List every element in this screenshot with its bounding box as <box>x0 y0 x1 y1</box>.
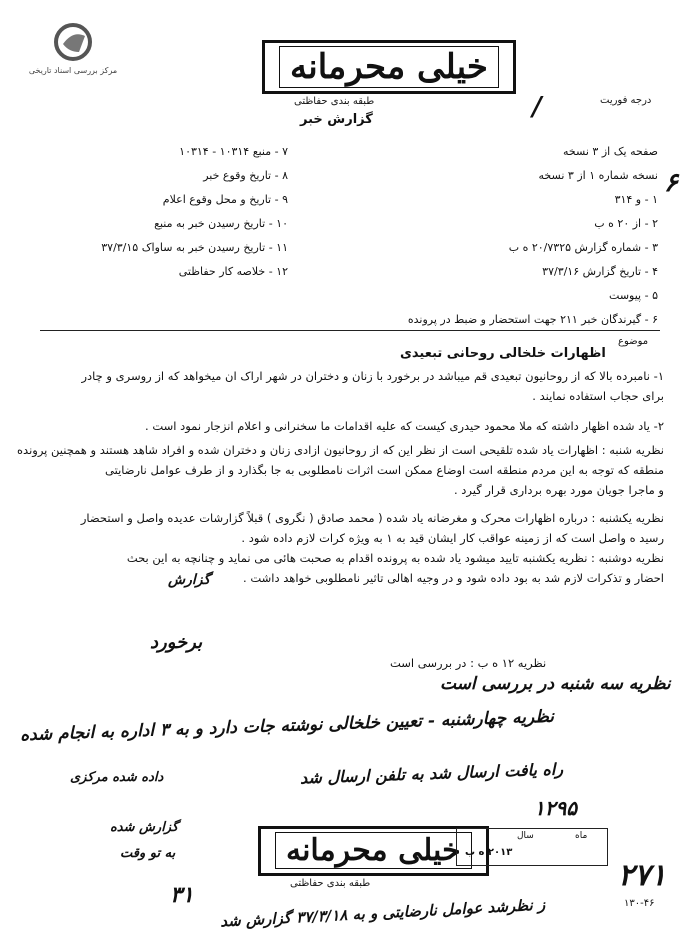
stamp-top: خیلی محرمانه <box>262 40 516 94</box>
code-mark: ۱۳۰-۴۶ <box>624 898 655 909</box>
field-row: ۹ - تاریخ و محل وقوع اعلام <box>162 193 288 206</box>
archive-logo-icon <box>51 22 95 62</box>
handwritten-note: برخورد <box>150 632 203 653</box>
field-row: ۱۲ - خلاصه کار حفاظتی <box>178 265 288 278</box>
handwritten-note: نظریه چهارشنبه - تعیین خلخالی نوشته جات دارد و به ۳ اداره به انجام شده <box>19 706 555 746</box>
field-row: ۷ - منبع ۱۰۳۱۴ - ۱۰۳۱۴ <box>179 145 288 158</box>
box-value: ۲۰۱۳ ه ب <box>465 847 513 858</box>
field-row: نسخه شماره ۱ از ۳ نسخه <box>538 169 658 182</box>
subject-text: اظهارات خلخالی روحانی تبعیدی <box>400 346 606 361</box>
body-line: رسید ه واصل است که از زمینه عواقب کار ایشان قید به ۱ به ویژه کرات لازم داده شود . <box>241 531 664 545</box>
field-row: ۱۱ - تاریخ رسیدن خبر به ساواک ۳۷/۳/۱۵ <box>101 241 288 254</box>
field-row: ۸ - تاریخ وقوع خبر <box>203 169 288 182</box>
handwritten-note: نظریه ۱۲ ه ب : در بررسی است <box>390 656 547 670</box>
footer-classification: طبقه بندی حفاظتی <box>290 878 371 889</box>
field-row: ۴ - تاریخ گزارش ۳۷/۳/۱۶ <box>542 265 658 278</box>
watermark <box>18 22 128 75</box>
body-line: منطقه که توجه به این مردم منطقه است اوضاع ممکن است اثرات نامطلوبی به جا بگذارد و از طرف عوامل نارضایتی <box>105 463 664 477</box>
box-label: سال <box>517 831 534 841</box>
box-label: ماه <box>575 831 588 841</box>
body-line: برای حجاب استفاده نمایند . <box>532 389 664 403</box>
right-fields <box>407 140 658 332</box>
handwritten-note: راه یافت ارسال شد به تلفن ارسال شد <box>299 759 564 788</box>
field-row: ۶ - گیرندگان خبر ۲۱۱ جهت استحضار و ضبط در پرونده <box>407 313 658 326</box>
field-row: ۲ - از ۲۰ ه ب <box>594 217 658 230</box>
body-line: و ماجرا جویان مورد بهره برداری قرار گیرد . <box>453 483 664 497</box>
body-line: ۲- یاد شده اظهار داشته که ملا محمود حیدری کیست که علیه اقدامات ما سخنرانی و اعلام انزجار نمود است . <box>145 419 664 433</box>
handwritten-note: ۳۱ <box>170 882 194 908</box>
left-fields <box>38 140 288 284</box>
handwritten-note: ز نظرشد عوامل نارضایتی و به ۳۷/۳/۱۸ گزارش شد <box>219 895 546 931</box>
field-row: ۵ - پیوست <box>609 289 658 302</box>
field-row: ۱ - و ۳۱۴ <box>614 193 658 206</box>
field-row: ۳ - شماره گزارش ۲۰/۷۳۲۵ ه ب <box>508 241 658 254</box>
subject-label: موضوع <box>618 336 649 347</box>
handwritten-note: داده شده مرکزی <box>70 770 164 785</box>
classification-label: طبقه بندی حفاظتی <box>294 96 375 107</box>
divider <box>40 330 660 331</box>
reference-box <box>456 828 608 866</box>
handwritten-note: نظریه سه شنبه در بررسی است <box>440 674 671 694</box>
body-line: ۱- نامبرده بالا که از روحانیون تبعیدی قم میباشد در برخورد با زنان و دختران در شهر اراک ان میخواهد که از روسری و چادر <box>81 369 664 383</box>
body-line: نظریه دوشنبه : نظریه یکشنبه تایید میشود یاد شده به پرونده اقدام به صحبت هائی می نماید و چنانچه به این بحث <box>126 551 664 565</box>
margin-mark: ۶ <box>664 168 678 198</box>
handwritten-note: گزارش <box>168 572 211 588</box>
stamp-bottom: خیلی محرمانه <box>258 826 489 876</box>
watermark-text: مرکز بررسی اسناد تاریخی <box>28 66 118 75</box>
page-mark: ۲۷۱ <box>618 858 667 893</box>
handwritten-note: به تو وقت <box>120 846 176 861</box>
handwritten-mark: / <box>532 92 542 122</box>
number-mark: ۱۲۹۵ <box>534 796 577 820</box>
priority-label: درجه فوریت <box>600 95 652 106</box>
field-row: صفحه یک از ۳ نسخه <box>563 145 658 158</box>
body-line: نظریه یکشنبه : درباره اظهارات محرک و مغرضانه یاد شده ( محمد صادق ( نگروی ) قبلاً گزارشات عدیده واصل و استحضار <box>80 511 664 525</box>
handwritten-note: گزارش شده <box>110 820 179 835</box>
report-type: گزارش خبر <box>300 112 373 127</box>
field-row: ۱۰ - تاریخ رسیدن خبر به منبع <box>154 217 288 230</box>
body-line: نظریه شنبه : اظهارات یاد شده تلقیحی است از نظر این که از روحانیون ازادی زنان و دختران شده و افراد شاهد هستند و همچنین پرونده <box>17 443 664 457</box>
report-body <box>17 366 664 588</box>
body-line: احضار و تذکرات لازم شد به بود داده شود و در وجیه اهالی تاثیر نامطلوبی خواهد داشت . <box>243 571 664 585</box>
